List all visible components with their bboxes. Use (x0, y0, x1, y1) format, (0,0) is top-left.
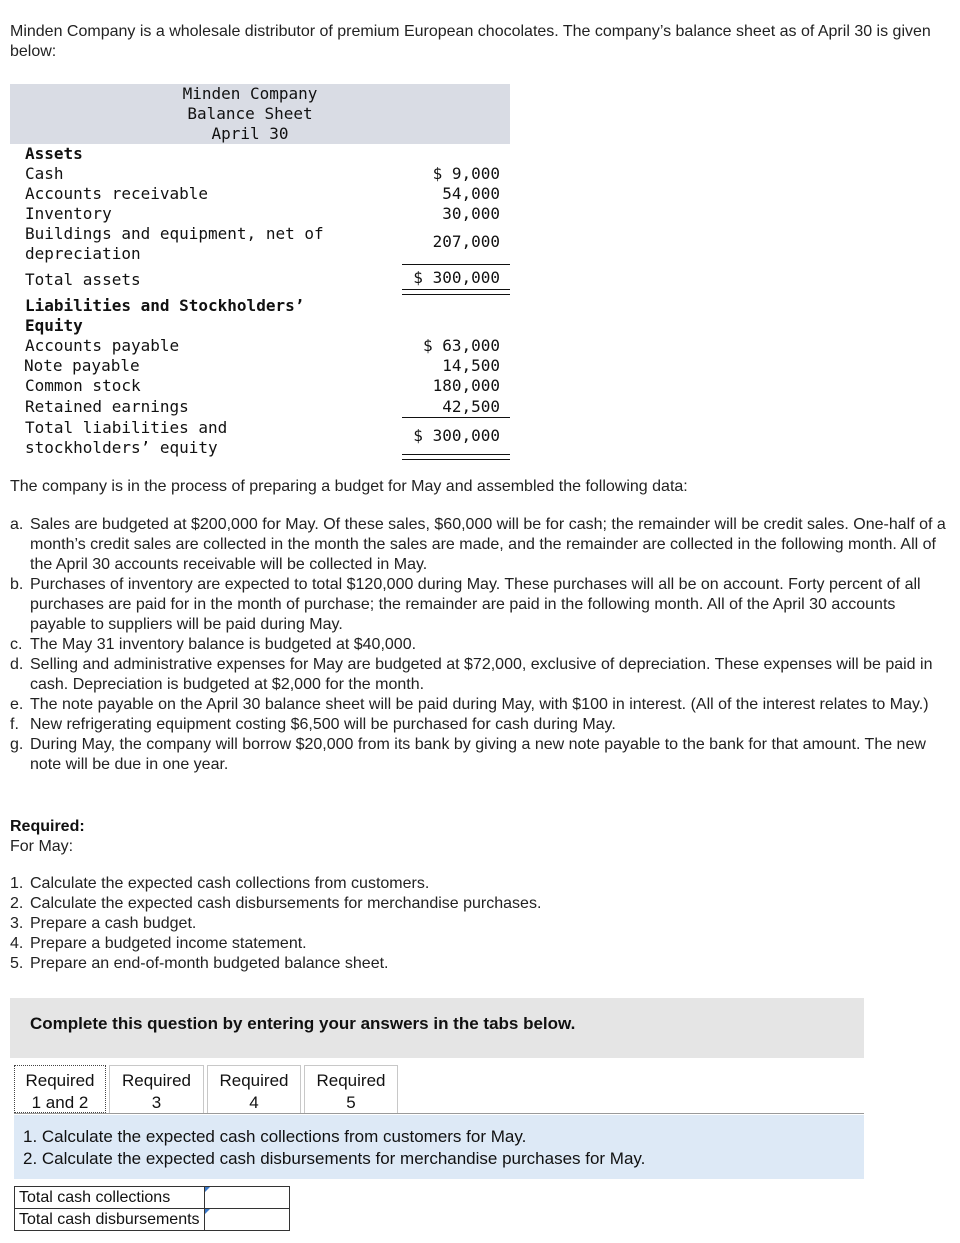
tab-label-line2: 1 and 2 (31, 1093, 89, 1112)
bs-row-inventory (25, 204, 510, 224)
tab-label-line1: Required (25, 1071, 95, 1090)
input-flag-icon (205, 1187, 210, 1192)
list-marker: 3. (10, 915, 24, 932)
disbursements-cell (204, 1209, 289, 1231)
list-marker: d. (10, 656, 24, 673)
list-item (10, 715, 950, 735)
list-marker: a. (10, 516, 24, 533)
answer-table (14, 1186, 290, 1231)
bs-amount: $ 300,000 (413, 426, 500, 445)
required-heading: Required: (10, 818, 85, 835)
tab-label-line1: Required (122, 1071, 191, 1090)
list-item (10, 894, 541, 914)
bs-amount: $ 300,000 (413, 268, 500, 287)
table-row (15, 1187, 290, 1209)
list-item (10, 934, 541, 954)
list-text: Prepare an end-of-month budgeted balance sheet. (30, 955, 389, 972)
list-marker: g. (10, 736, 24, 753)
budget-intro: The company is in the process of preparing a budget for May and assembled the following data: (10, 478, 688, 495)
disbursements-input[interactable] (205, 1210, 289, 1229)
bs-amount: 207,000 (432, 232, 500, 251)
tab-label-line1: Required (316, 1071, 386, 1090)
bs-label: Accounts receivable (25, 184, 209, 203)
bs-amount: 54,000 (442, 184, 500, 203)
data-list (10, 515, 950, 775)
bs-amount: $ 63,000 (422, 336, 500, 355)
list-text: During May, the company will borrow $20,000 from its bank by giving a new note payable to the bank for that amount. The new note will be due in one year. (30, 736, 926, 773)
collections-input[interactable] (205, 1188, 289, 1207)
bs-label: Assets (25, 144, 83, 163)
required-sub: For May: (10, 838, 74, 855)
bs-row-np (25, 356, 510, 376)
bs-row-cash (25, 164, 510, 184)
input-flag-icon (205, 1209, 210, 1214)
bs-row-buildings (25, 224, 510, 264)
bs-row-re (25, 397, 510, 417)
list-item (10, 695, 950, 715)
bs-label: Retained earnings (25, 397, 189, 416)
list-text: Calculate the expected cash disbursements for merchandise purchases. (30, 895, 542, 912)
list-marker: e. (10, 696, 24, 713)
list-marker: 5. (10, 955, 24, 972)
bs-row-ar (25, 184, 510, 204)
list-item (10, 655, 950, 695)
tab-label-line2: 5 (346, 1093, 356, 1112)
bs-row-cs (25, 376, 510, 396)
bs-row-liab-heading (25, 296, 510, 336)
tab-label-line2: 3 (151, 1093, 162, 1112)
list-text: Calculate the expected cash collections from customers. (30, 875, 430, 892)
bs-amount: 30,000 (442, 204, 500, 223)
bs-company: Minden Company (182, 84, 318, 103)
bs-label: Buildings and equipment, net of (25, 224, 324, 243)
bs-label: Total assets (25, 270, 141, 289)
tab-required-4[interactable] (207, 1065, 301, 1113)
bs-label: Liabilities and Stockholders’ (25, 296, 305, 315)
collections-label: Total cash collections (15, 1187, 205, 1209)
table-row (15, 1209, 290, 1231)
bs-amount: 180,000 (432, 376, 500, 395)
list-item (10, 914, 541, 934)
list-item (10, 635, 950, 655)
list-text: The May 31 inventory balance is budgeted at $40,000. (30, 636, 417, 653)
bs-label: Accounts payable (25, 336, 180, 355)
bs-label: Inventory (25, 204, 112, 223)
list-marker: f. (10, 716, 19, 733)
bs-row-total-assets (25, 268, 510, 290)
list-text: The note payable on the April 30 balance sheet will be paid during May, with $100 in interest. (All of the interest relates to May.) (30, 696, 929, 713)
disbursements-label: Total cash disbursements (15, 1209, 205, 1231)
banner-text: Complete this question by entering your answers in the tabs below. (30, 1014, 576, 1033)
collections-cell (204, 1187, 289, 1209)
tab-required-3[interactable] (109, 1065, 204, 1113)
bs-row-assets-heading (25, 144, 510, 164)
instruction-line: 1. Calculate the expected cash collections from customers for May. (23, 1127, 527, 1146)
bs-label: stockholders’ equity (25, 438, 218, 457)
list-item (10, 575, 950, 635)
instructions-banner (10, 998, 864, 1058)
list-text: Prepare a cash budget. (30, 915, 197, 932)
balance-sheet (10, 84, 510, 457)
list-marker: b. (10, 576, 24, 593)
instruction-line: 2. Calculate the expected cash disbursements for merchandise purchases for May. (23, 1149, 646, 1168)
bs-label: Equity (25, 316, 83, 335)
bs-row-total-le (25, 418, 510, 458)
list-marker: 1. (10, 875, 24, 892)
bs-label: depreciation (25, 244, 141, 263)
bs-double-underline (402, 289, 510, 295)
bs-double-underline (402, 454, 510, 460)
bs-label: Note payable (24, 356, 140, 375)
tab-label-line2: 4 (249, 1093, 259, 1112)
bs-row-ap (25, 336, 510, 356)
tab-required-5[interactable] (304, 1065, 398, 1113)
list-marker: 2. (10, 895, 24, 912)
list-item (10, 515, 950, 575)
list-marker: 4. (10, 935, 24, 952)
tab-instructions (14, 1115, 864, 1179)
list-text: Selling and administrative expenses for May are budgeted at $72,000, exclusive of depreciation. These expenses will be paid in cash. Depreciation is budgeted at $2,000 for the month. (30, 656, 933, 693)
tab-required-1-and-2[interactable] (14, 1065, 106, 1113)
bs-label: Cash (25, 164, 64, 183)
bs-amount: 42,500 (442, 397, 500, 416)
bs-label: Total liabilities and (25, 418, 228, 437)
list-item (10, 735, 950, 775)
bs-underline (402, 264, 510, 265)
bs-amount: $ 9,000 (432, 164, 500, 183)
list-marker: c. (10, 636, 23, 653)
bs-amount: 14,500 (442, 356, 500, 375)
tab-divider (14, 1113, 864, 1114)
list-text: Purchases of inventory are expected to total $120,000 during May. These purchases will all be on account. Forty percent of all purchases are paid for in the month of purchase; the remainder are paid in the following month. All of the April 30 accounts payable to suppliers will be paid during May. (30, 576, 921, 633)
bs-date: April 30 (211, 124, 289, 143)
intro-text: Minden Company is a wholesale distributor of premium European chocolates. The company’s balance sheet as of April 30 is given below: (10, 23, 931, 60)
balance-sheet-header (10, 84, 510, 144)
list-item (10, 954, 541, 974)
tab-label-line1: Required (219, 1071, 289, 1090)
list-text: Prepare a budgeted income statement. (30, 935, 307, 952)
bs-title: Balance Sheet (187, 104, 313, 123)
bs-label: Common stock (25, 376, 141, 395)
required-list (10, 874, 541, 974)
list-item (10, 874, 541, 894)
list-text: New refrigerating equipment costing $6,500 will be purchased for cash during May. (30, 716, 616, 733)
list-text: Sales are budgeted at $200,000 for May. Of these sales, $60,000 will be for cash; the remainder will be credit sales. One-half of a month’s credit sales are collected in the month the sales are made, and the remainder are collected in the following month. All of the April 30 accounts receivable will be collected in May. (30, 516, 946, 573)
